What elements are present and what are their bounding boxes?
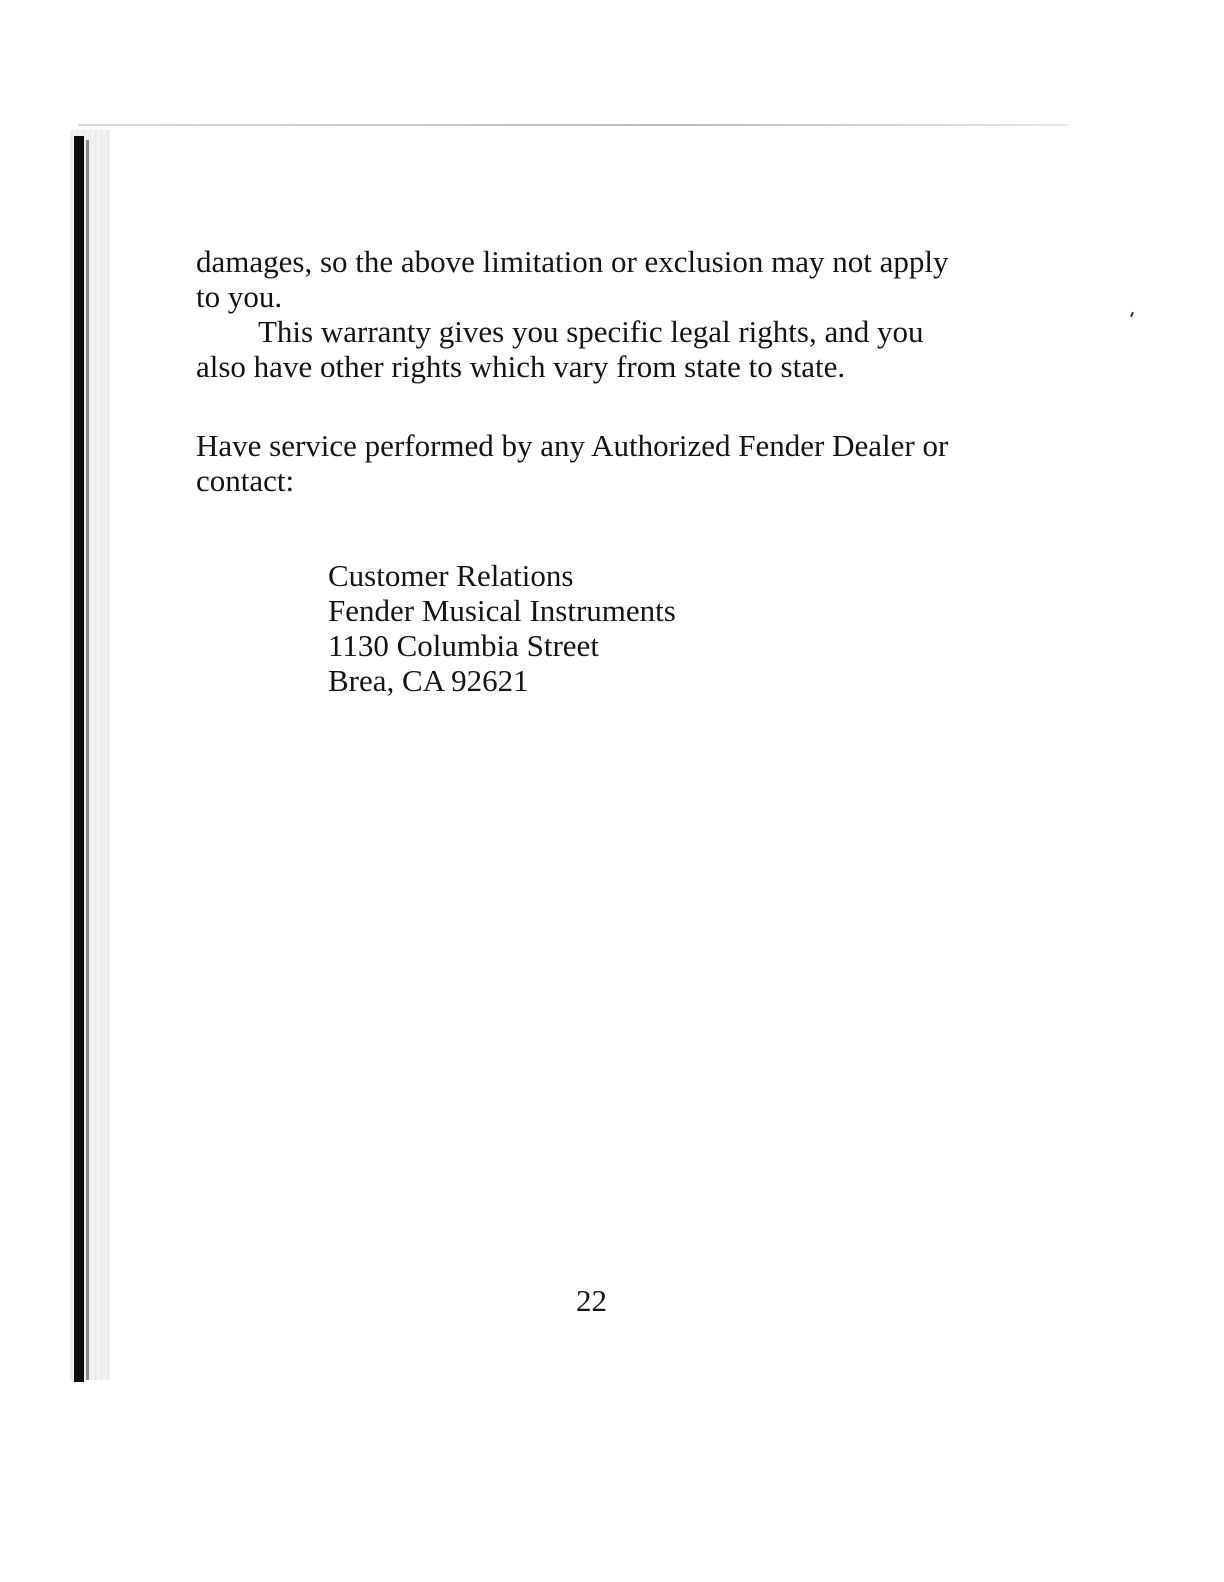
warranty-text — [196, 244, 956, 498]
limitation-paragraph: damages, so the above limitation or exclusion may not apply to you. — [196, 244, 949, 314]
service-paragraph: Have service performed by any Authorized Fender Dealer or contact: — [196, 428, 949, 498]
legal-rights-paragraph: This warranty gives you specific legal rights, and you also have other rights which vary from state to state. — [196, 314, 924, 384]
page-top-edge — [78, 124, 1068, 126]
page-number: 22 — [576, 1283, 607, 1318]
scan-speck — [1130, 312, 1134, 317]
address-department: Customer Relations — [328, 558, 574, 593]
contact-address — [328, 558, 676, 698]
address-city: Brea, CA 92621 — [328, 663, 529, 698]
address-street: 1130 Columbia Street — [328, 628, 599, 663]
binding-edge-inner — [86, 140, 89, 1380]
address-company: Fender Musical Instruments — [328, 593, 676, 628]
binding-edge — [74, 136, 84, 1382]
